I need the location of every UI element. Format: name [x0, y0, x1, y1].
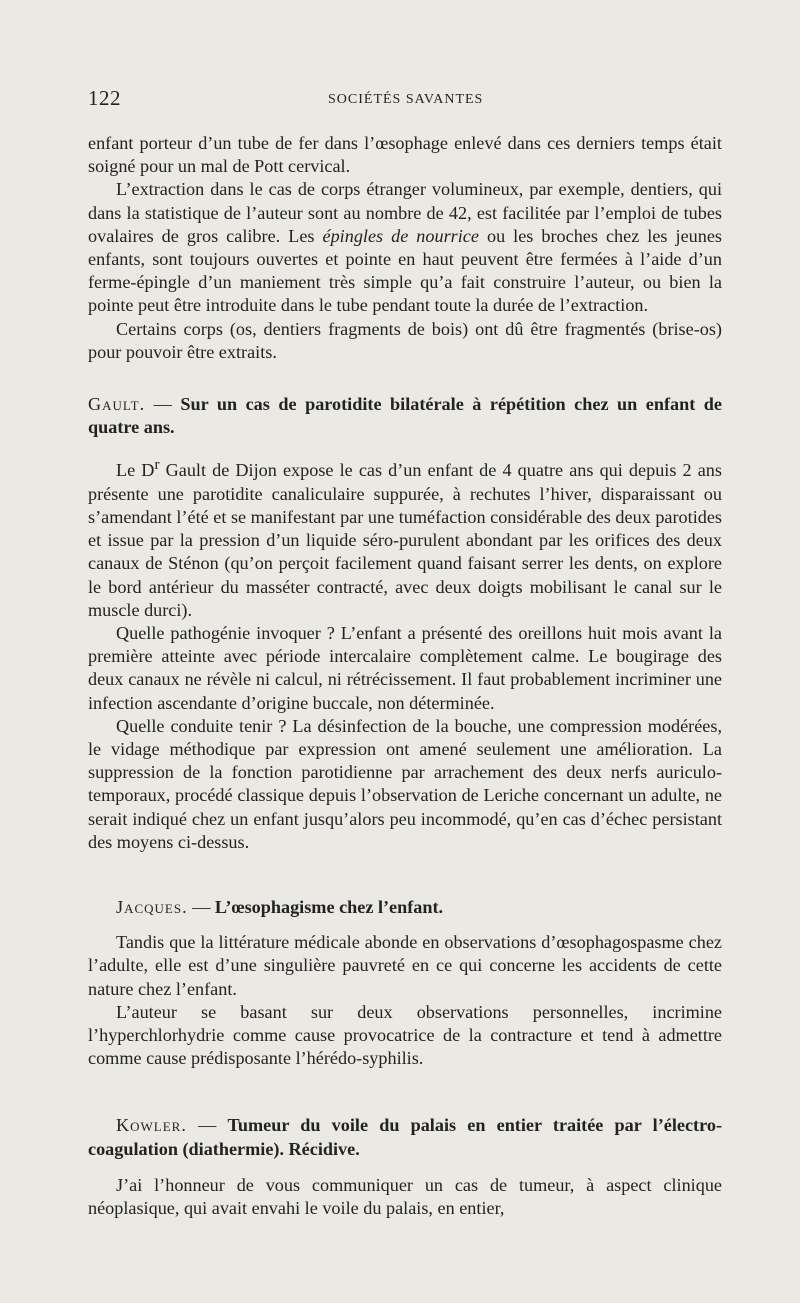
gault-paragraph-2: Quelle pathogénie invoquer ? L’enfant a présenté des oreillons huit mois avant la première atteinte avec période intercalaire complètement calme. Le bougirage des deux canaux ne révèle ni calcul, ni rétrécissement. Il faut probablement incriminer une infection ascendante d’origine buccale, non déterminée. — [88, 622, 722, 713]
section-heading-gault — [88, 393, 722, 439]
intro-paragraph-2 — [88, 178, 722, 317]
intro-paragraph-3: Certains corps (os, dentiers fragments de bois) ont dû être fragmentés (brise-os) pour pouvoir être extraits. — [88, 318, 722, 362]
section-author: Jacques. — [116, 896, 188, 917]
section-title: L’œsophagisme chez l’enfant. — [214, 896, 444, 917]
intro-p2-text-a: L’extraction dans le cas de corps étranger volumineux, par exemple, dentiers, qui dans la statistique de l’auteur sont au nombre de 42, est facilitée par l’emploi de tubes ovalaires de gros calibre. Les — [88, 179, 722, 246]
gault-p1-text-a: Le D — [116, 460, 155, 481]
section-dash: — — [145, 394, 181, 415]
section-author: Kowler. — [116, 1115, 187, 1136]
gault-paragraph-1 — [88, 453, 722, 621]
section-dash: — — [187, 896, 215, 917]
section-heading-jacques — [88, 896, 722, 919]
page-body — [88, 132, 722, 1220]
page-header — [88, 86, 720, 116]
kowler-paragraph-1: J’ai l’honneur de vous communiquer un cas de tumeur, à aspect clinique néoplasique, qui avait envahi le voile du palais, en entier, — [88, 1174, 722, 1218]
jacques-paragraph-1: Tandis que la littérature médicale abonde en observations d’œsophagospasme chez l’adulte, elle est d’une singulière pauvreté en ce qui concerne les accidents de cette nature chez l’enfant. — [88, 932, 722, 999]
gault-paragraph-3: Quelle conduite tenir ? La désinfection de la bouche, une compression modérées, le vidage méthodique par expression ont amené seulement une amélioration. La suppression de la fonction parotidienne par arrachement des deux nerfs auriculo-temporaux, procédé classique depuis l’observation de Leriche concernant un adulte, ne serait indiqué chez un enfant jusqu’alors peu incommodé, qu’en cas d’échec persistant des moyens ci-dessus. — [88, 715, 722, 852]
section-author: Gault. — [88, 394, 146, 415]
gault-p1-text-b: Gault de Dijon expose le cas d’un enfant de 4 quatre ans qui depuis 2 ans présente une parotidite canaliculaire suppurée, à rechutes l’hiver, disparaissant ou s’amendant l’été et se manifestant par une tuméfaction considérable des deux parotides et issue par la pression d’un liquide séro-purulent abondant par les orifices des deux canaux de Sténon (qu’on perçoit facilement quand faisant serrer les dents, on explore le bord antérieur du masséter contracté, avec deux doigts mobilisant le canal sur le muscle durci). — [88, 460, 722, 620]
section-heading-kowler — [88, 1114, 722, 1160]
jacques-paragraph-2: L’auteur se basant sur deux observations personnelles, incrimine l’hyperchlorhydrie comme cause provocatrice de la contracture et tend à admettre comme cause prédisposante l’hérédo-syphilis. — [88, 1001, 722, 1069]
intro-paragraph-1: enfant porteur d’un tube de fer dans l’œsophage enlevé dans ces derniers temps était soigné pour un mal de Pott cervical. — [88, 133, 722, 177]
section-title: Tumeur du voile du palais en entier traitée par l’électro-coagulation (diathermie). Récidive. — [88, 1115, 723, 1159]
page-number: 122 — [88, 86, 121, 110]
gault-p1-superscript: r — [154, 456, 160, 474]
section-dash: — — [186, 1115, 228, 1136]
intro-p2-emphasis: épingles de nourrice — [322, 225, 479, 246]
section-title: Sur un cas de parotidite bilatérale à répétition chez un enfant de quatre ans. — [88, 394, 722, 438]
intro-p2-text-b: ou les broches chez les jeunes enfants, sont toujours ouvertes et pointe en haut peuvent être fermées à l’aide d’un ferme-épingle d’un maniement très simple qu’a fait construire l’auteur, ou bien la pointe peut être introduite dans le tube pendant toute la durée de l’extraction. — [88, 225, 722, 316]
running-title: SOCIÉTÉS SAVANTES — [328, 92, 484, 107]
